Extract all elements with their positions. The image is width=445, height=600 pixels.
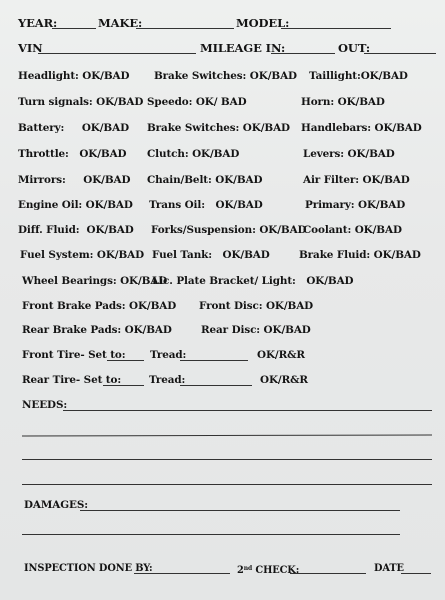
check-headlight: Headlight: OK/BAD — [18, 70, 130, 82]
needs-label: NEEDS: — [22, 399, 68, 411]
front-tire-pressure-field[interactable] — [107, 360, 144, 361]
check-chain-belt: Chain/Belt: OK/BAD — [147, 174, 263, 186]
check-front-disc: Front Disc: OK/BAD — [199, 300, 314, 312]
check-mirrors: Mirrors: OK/BAD — [18, 174, 131, 186]
check-speedo: Speedo: OK/ BAD — [147, 96, 247, 108]
date-label: DATE — [374, 563, 404, 574]
check-primary: Primary: OK/BAD — [305, 199, 406, 211]
date-field[interactable] — [401, 573, 431, 574]
model-field[interactable] — [281, 28, 391, 29]
needs-line-1[interactable] — [63, 410, 432, 411]
check-rear-brake-pads: Rear Brake Pads: OK/BAD — [22, 324, 172, 336]
damages-line-2[interactable] — [22, 534, 400, 535]
damages-line-1[interactable] — [80, 510, 400, 511]
mileage-in-label: MILEAGE IN: — [200, 41, 286, 55]
second-check-text: CHECK: — [252, 565, 300, 576]
inspection-done-by-label: INSPECTION DONE BY: — [24, 563, 153, 574]
check-wheel-bearings: Wheel Bearings: OK/BAD — [22, 275, 168, 287]
mileage-in-field[interactable] — [271, 53, 335, 54]
year-label: YEAR: — [18, 16, 58, 30]
check-engine-oil: Engine Oil: OK/BAD — [18, 199, 133, 211]
inspection-done-by-field[interactable] — [134, 573, 230, 574]
vin-label: VIN — [18, 41, 43, 55]
second-check-label — [237, 563, 299, 577]
check-turn-signals: Turn signals: OK/BAD — [18, 96, 144, 108]
make-label: MAKE: — [98, 16, 143, 30]
make-field[interactable] — [136, 28, 234, 29]
check-coolant: Coolant: OK/BAD — [303, 224, 402, 236]
check-handlebars: Handlebars: OK/BAD — [301, 122, 422, 134]
front-tire-tread-field[interactable] — [180, 360, 248, 361]
check-horn: Horn: OK/BAD — [301, 96, 385, 108]
second-check-number: 2 — [237, 565, 244, 576]
year-field[interactable] — [52, 28, 96, 29]
check-brake-switches-1: Brake Switches: OK/BAD — [154, 70, 297, 82]
rear-tire-status: OK/R&R — [260, 374, 308, 386]
second-check-field[interactable] — [290, 573, 366, 574]
model-label: MODEL: — [236, 16, 290, 30]
needs-line-3[interactable] — [22, 459, 432, 460]
damages-label: DAMAGES: — [24, 499, 88, 511]
rear-tire-tread-label: Tread: — [149, 374, 186, 386]
check-taillight: Taillight:OK/BAD — [309, 70, 408, 82]
check-throttle: Throttle: OK/BAD — [18, 148, 127, 160]
check-fuel-tank: Fuel Tank: OK/BAD — [152, 249, 270, 261]
check-forks-suspension: Forks/Suspension: OK/BAD — [151, 224, 307, 236]
check-brake-switches-2: Brake Switches: OK/BAD — [147, 122, 290, 134]
check-battery: Battery: OK/BAD — [18, 122, 129, 134]
check-levers: Levers: OK/BAD — [303, 148, 395, 160]
front-tire-label: Front Tire- Set to: — [22, 349, 126, 361]
check-clutch: Clutch: OK/BAD — [147, 148, 240, 160]
check-diff-fluid: Diff. Fluid: OK/BAD — [18, 224, 134, 236]
needs-line-4[interactable] — [22, 484, 432, 485]
mileage-out-field[interactable] — [364, 53, 436, 54]
front-tire-tread-label: Tread: — [150, 349, 187, 361]
rear-tire-pressure-field[interactable] — [103, 385, 144, 386]
check-brake-fluid: Brake Fluid: OK/BAD — [299, 249, 421, 261]
vin-field[interactable] — [38, 53, 196, 54]
check-front-brake-pads: Front Brake Pads: OK/BAD — [22, 300, 177, 312]
rear-tire-label: Rear Tire- Set to: — [22, 374, 122, 386]
rear-tire-tread-field[interactable] — [180, 385, 252, 386]
check-air-filter: Air Filter: OK/BAD — [303, 174, 410, 186]
check-fuel-system: Fuel System: OK/BAD — [20, 249, 145, 261]
second-check-ordinal: nd — [243, 565, 253, 572]
needs-line-2[interactable] — [22, 434, 432, 436]
check-lic-plate: Lic. Plate Bracket/ Light: OK/BAD — [152, 275, 354, 287]
check-rear-disc: Rear Disc: OK/BAD — [201, 324, 311, 336]
check-trans-oil: Trans Oil: OK/BAD — [149, 199, 263, 211]
front-tire-status: OK/R&R — [257, 349, 305, 361]
mileage-out-label: OUT: — [338, 41, 371, 55]
